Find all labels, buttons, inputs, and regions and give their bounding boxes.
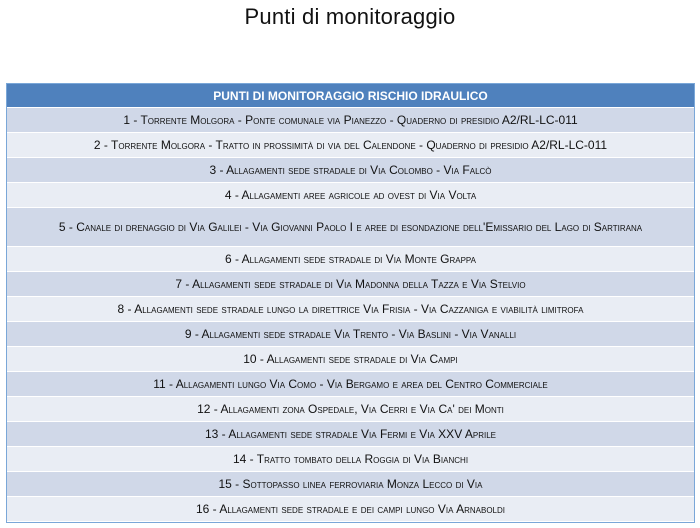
slide-title: Punti di monitoraggio	[244, 4, 456, 29]
table-cell: 8 - Allagamenti sede stradale lungo la direttrice Via Frisia - Via Cazzaniga e viabilità limitrofa	[7, 297, 694, 322]
table-cell: 16 - Allagamenti sede stradale e dei campi lungo Via Arnaboldi	[7, 497, 694, 522]
table-row	[7, 247, 694, 272]
table-row	[7, 297, 694, 322]
table-cell: 13 - Allagamenti sede stradale Via Fermi e Via XXV Aprile	[7, 422, 694, 447]
table-header-row	[7, 84, 694, 108]
table-row	[7, 108, 694, 133]
table-cell: 9 - Allagamenti sede stradale Via Trento - Via Baslini - Via Vanalli	[7, 322, 694, 347]
table-cell: 5 - Canale di drenaggio di Via Galilei - Via Giovanni Paolo I e aree di esondazione dell'Emissario del Lago di Sartirana	[7, 208, 694, 247]
table-header: PUNTI DI MONITORAGGIO RISCHIO IDRAULICO	[7, 84, 694, 108]
table-cell: 3 - Allagamenti sede stradale di Via Colombo - Via Falcò	[7, 158, 694, 183]
table-row	[7, 272, 694, 297]
table-row	[7, 497, 694, 522]
table-cell: 1 - Torrente Molgora - Ponte comunale via Pianezzo - Quaderno di presidio A2/RL-LC-011	[7, 108, 694, 133]
table-cell: 4 - Allagamenti aree agricole ad ovest di Via Volta	[7, 183, 694, 208]
monitoring-points-table	[6, 83, 695, 523]
table-row	[7, 322, 694, 347]
table-row	[7, 208, 694, 247]
table-cell: 15 - Sottopasso linea ferroviaria Monza Lecco di Via	[7, 472, 694, 497]
table-cell: 10 - Allagamenti sede stradale di Via Campi	[7, 347, 694, 372]
table-row	[7, 372, 694, 397]
table-row	[7, 397, 694, 422]
table-row	[7, 422, 694, 447]
table-cell: 2 - Torrente Molgora - Tratto in prossimità di via del Calendone - Quaderno di presidio A2/RL-LC-011	[7, 133, 694, 158]
table-row	[7, 472, 694, 497]
table-row	[7, 183, 694, 208]
monitoring-table	[7, 84, 694, 522]
table-row	[7, 447, 694, 472]
table-row	[7, 133, 694, 158]
table-cell: 6 - Allagamenti sede stradale di Via Monte Grappa	[7, 247, 694, 272]
table-row	[7, 158, 694, 183]
table-row	[7, 347, 694, 372]
table-body	[7, 108, 694, 522]
table-cell: 12 - Allagamenti zona Ospedale, Via Cerri e Via Ca' dei Monti	[7, 397, 694, 422]
table-cell: 14 - Tratto tombato della Roggia di Via Bianchi	[7, 447, 694, 472]
table-cell: 7 - Allagamenti sede stradale di Via Madonna della Tazza e Via Stelvio	[7, 272, 694, 297]
table-cell: 11 - Allagamenti lungo Via Como - Via Bergamo e area del Centro Commerciale	[7, 372, 694, 397]
